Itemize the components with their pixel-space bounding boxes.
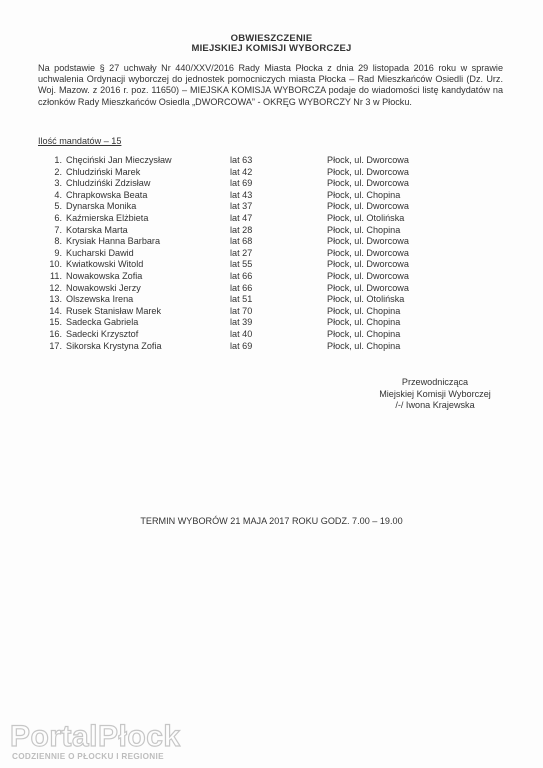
candidate-name: Kotarska Marta bbox=[66, 224, 128, 235]
candidate-row bbox=[0, 317, 543, 329]
candidate-number: 15. bbox=[49, 317, 62, 328]
candidate-name: Nowakowska Zofia bbox=[66, 270, 143, 281]
document-subtitle: MIEJSKIEJ KOMISJI WYBORCZEJ bbox=[191, 43, 352, 54]
candidate-number: 14. bbox=[49, 305, 62, 316]
candidate-number: 8. bbox=[54, 236, 62, 247]
candidate-number: 2. bbox=[54, 166, 62, 177]
candidate-name: Kwiatkowski Witold bbox=[66, 259, 144, 270]
candidate-number: 13. bbox=[49, 294, 62, 305]
candidate-address: Płock, ul. Dworcowa bbox=[327, 178, 409, 189]
candidate-number: 4. bbox=[54, 189, 62, 200]
candidate-address: Płock, ul. Dworcowa bbox=[327, 236, 409, 247]
candidate-age: lat 27 bbox=[230, 247, 253, 258]
candidate-address: Płock, ul. Chopina bbox=[327, 224, 401, 235]
candidate-address: Płock, ul. Dworcowa bbox=[327, 282, 409, 293]
candidate-row bbox=[0, 167, 543, 179]
candidate-age: lat 68 bbox=[230, 236, 253, 247]
candidate-name: Chrapkowska Beata bbox=[66, 189, 148, 200]
candidate-name: Sikorska Krystyna Zofia bbox=[66, 340, 162, 351]
candidate-address: Płock, ul. Otolińska bbox=[327, 294, 405, 305]
candidate-number: 7. bbox=[54, 224, 62, 235]
candidate-address: Płock, ul. Chopina bbox=[327, 328, 401, 339]
candidate-number: 9. bbox=[54, 247, 62, 258]
candidate-row bbox=[0, 213, 543, 225]
intro-paragraph: Na podstawie § 27 uchwały Nr 440/XXV/2016 Rady Miasta Płocka z dnia 29 listopada 2016 roku w sprawie uchwalenia Ordynacji wyborczej do jednostek pomocniczych miasta Płocka – Rad Mieszkańców Osiedli (Dz. Urz. Woj. Mazow. z 2016 r. poz. 11650) – MIEJSKA KOMISJA WYBORCZA podaje do wiadomości listę kandydatów na członków Rady Mieszkańców Osiedla „DWORCOWA” - OKRĘG WYBORCZY Nr 3 w Płocku. bbox=[38, 63, 503, 107]
candidate-name: Chludziński Marek bbox=[66, 166, 141, 177]
candidate-age: lat 42 bbox=[230, 166, 253, 177]
candidate-address: Płock, ul. Dworcowa bbox=[327, 166, 409, 177]
candidate-row bbox=[0, 271, 543, 283]
candidate-age: lat 55 bbox=[230, 259, 253, 270]
mandates-count: Ilość mandatów – 15 bbox=[38, 136, 122, 146]
candidate-address: Płock, ul. Chopina bbox=[327, 189, 401, 200]
candidate-address: Płock, ul. Dworcowa bbox=[327, 247, 409, 258]
candidate-number: 12. bbox=[49, 282, 62, 293]
candidate-name: Sadecki Krzysztof bbox=[66, 328, 139, 339]
candidate-row bbox=[0, 294, 543, 306]
election-date: TERMIN WYBORÓW 21 MAJA 2017 ROKU GODZ. 7.00 – 19.00 bbox=[140, 516, 403, 526]
candidate-age: lat 69 bbox=[230, 178, 253, 189]
candidate-age: lat 37 bbox=[230, 201, 253, 212]
candidate-address: Płock, ul. Dworcowa bbox=[327, 201, 409, 212]
signature-name: /-/ Iwona Krajewska bbox=[395, 400, 475, 411]
candidate-age: lat 51 bbox=[230, 294, 253, 305]
candidate-address: Płock, ul. Chopina bbox=[327, 340, 401, 351]
candidate-number: 5. bbox=[54, 201, 62, 212]
candidate-row bbox=[0, 341, 543, 353]
candidate-age: lat 69 bbox=[230, 340, 253, 351]
candidate-row bbox=[0, 225, 543, 237]
candidate-number: 1. bbox=[54, 155, 62, 165]
candidate-number: 6. bbox=[54, 212, 62, 223]
candidate-name: Kucharski Dawid bbox=[66, 247, 134, 258]
candidate-address: Płock, ul. Dworcowa bbox=[327, 259, 409, 270]
candidate-row bbox=[0, 201, 543, 213]
candidate-name: Chludzińśki Zdzisław bbox=[66, 178, 151, 189]
candidate-age: lat 43 bbox=[230, 189, 253, 200]
candidate-age: lat 28 bbox=[230, 224, 253, 235]
candidate-address: Płock, ul. Otolińska bbox=[327, 212, 405, 223]
candidate-list bbox=[0, 155, 543, 352]
candidate-name: Sadecka Gabriela bbox=[66, 317, 139, 328]
candidate-age: lat 39 bbox=[230, 317, 253, 328]
signature-role: Przewodnicząca bbox=[401, 377, 469, 387]
candidate-row bbox=[0, 283, 543, 295]
candidate-name: Dynarska Monika bbox=[66, 201, 137, 212]
candidate-age: lat 66 bbox=[230, 282, 253, 293]
watermark-brand: PortalPłock bbox=[10, 720, 181, 753]
candidate-age: lat 47 bbox=[230, 212, 253, 223]
candidate-number: 10. bbox=[49, 259, 62, 270]
candidate-name: Nowakowski Jerzy bbox=[66, 282, 141, 293]
candidate-row bbox=[0, 190, 543, 202]
candidate-age: lat 66 bbox=[230, 270, 253, 281]
candidate-number: 17. bbox=[49, 340, 62, 351]
candidate-name: Krysiak Hanna Barbara bbox=[66, 236, 161, 247]
candidate-address: Płock, ul. Chopina bbox=[327, 317, 401, 328]
candidate-row bbox=[0, 236, 543, 248]
candidate-name: Rusek Stanisław Marek bbox=[66, 305, 162, 316]
candidate-number: 3. bbox=[54, 178, 62, 189]
candidate-address: Płock, ul. Dworcowa bbox=[327, 155, 409, 165]
candidate-address: Płock, ul. Dworcowa bbox=[327, 270, 409, 281]
candidate-address: Płock, ul. Chopina bbox=[327, 305, 401, 316]
candidate-name: Olszewska Irena bbox=[66, 294, 134, 305]
candidate-row bbox=[0, 329, 543, 341]
candidate-age: lat 40 bbox=[230, 328, 253, 339]
signature-committee: Miejskiej Komisji Wyborczej bbox=[379, 388, 491, 399]
candidate-row bbox=[0, 155, 543, 167]
candidate-row bbox=[0, 306, 543, 318]
candidate-age: lat 70 bbox=[230, 305, 253, 316]
candidate-row bbox=[0, 259, 543, 271]
watermark-tagline: CODZIENNIE O PŁOCKU I REGIONIE bbox=[12, 752, 164, 761]
candidate-number: 16. bbox=[49, 328, 62, 339]
candidate-name: Kaźmierska Elżbieta bbox=[66, 212, 149, 223]
candidate-age: lat 63 bbox=[230, 155, 253, 165]
candidate-row bbox=[0, 248, 543, 260]
signature-block bbox=[370, 377, 500, 412]
candidate-row bbox=[0, 178, 543, 190]
document-title: OBWIESZCZENIE bbox=[230, 33, 313, 44]
portal-plock-watermark bbox=[8, 716, 193, 762]
candidate-number: 11. bbox=[50, 270, 62, 281]
candidate-name: Chęciński Jan Mieczysław bbox=[66, 155, 172, 165]
